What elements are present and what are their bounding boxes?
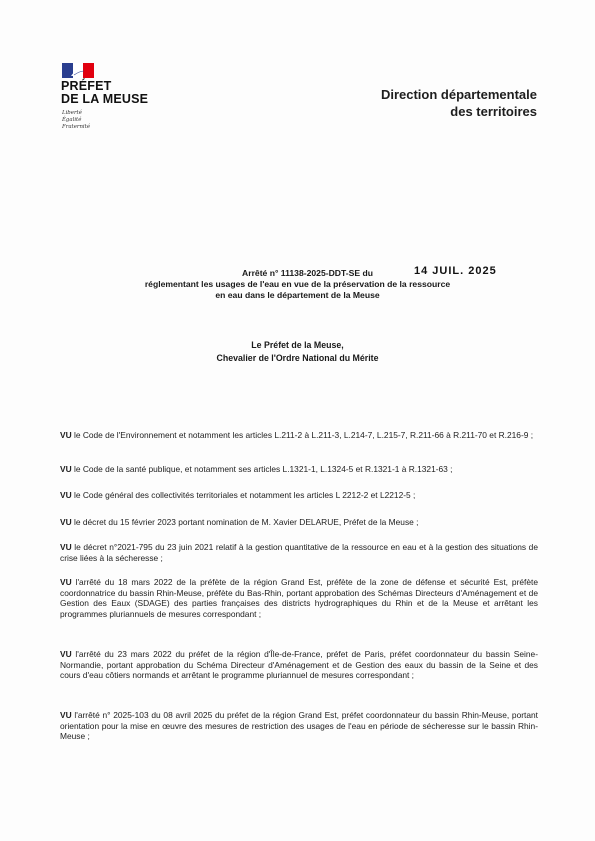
french-republic-flag-icon bbox=[62, 63, 94, 78]
issuing-direction bbox=[381, 86, 537, 120]
prefecture-name-line1: PRÉFET bbox=[61, 79, 112, 93]
visa-text: le Code de l'Environnement et notamment les articles L.211-2 à L.211-3, L.214-7, L.215-7, R.211-66 à R.211-70 et R.216-9 ; bbox=[73, 430, 534, 440]
visa-paragraph bbox=[60, 577, 538, 619]
visa-prefix: VU bbox=[60, 490, 72, 500]
visa-prefix: VU bbox=[60, 464, 72, 474]
visa-prefix: VU bbox=[60, 542, 72, 552]
arrete-number-line: Arrêté n° 11138-2025-DDT-SE du bbox=[242, 268, 373, 278]
visa-paragraph bbox=[60, 464, 538, 475]
visa-prefix: VU bbox=[60, 577, 72, 587]
direction-line2: des territoires bbox=[450, 104, 537, 119]
visa-prefix: VU bbox=[60, 710, 72, 720]
direction-line1: Direction départementale bbox=[380, 87, 537, 102]
date-stamp: 14 JUIL. 2025 bbox=[414, 265, 497, 277]
arrete-subject-line1: réglementant les usages de l'eau en vue de la préservation de la ressource bbox=[144, 279, 451, 289]
visa-text: l'arrêté du 18 mars 2022 de la préfète de la région Grand Est, préfète de la zone de défense et sécurité Est, préfète coordonnatrice du bassin Rhin-Meuse, préfète du Bas-Rhin, portant approbation des Schémas Directeurs d'Aménagement et de Gestion des Eaux (SDAGE) des parties françaises des districts hydrographiques du Rhin et de la Meuse et arrêtant les programmes pluriannuels de mesures correspondant ; bbox=[60, 577, 539, 619]
visa-paragraph bbox=[60, 517, 538, 528]
visa-paragraph bbox=[60, 710, 538, 742]
visa-prefix: VU bbox=[60, 430, 72, 440]
visa-text: le Code de la santé publique, et notamment ses articles L.1321-1, L.1324-5 et R.1321-1 à R.1321-63 ; bbox=[73, 464, 453, 474]
visa-paragraph bbox=[60, 430, 538, 441]
visa-paragraph bbox=[60, 649, 538, 681]
visa-prefix: VU bbox=[60, 517, 72, 527]
prefet-title-line1: Le Préfet de la Meuse, bbox=[251, 340, 344, 350]
motto-liberte: Liberté bbox=[62, 110, 82, 116]
prefecture-name-line2: DE LA MEUSE bbox=[61, 92, 149, 106]
visa-text: le décret du 15 février 2023 portant nomination de M. Xavier DELARUE, Préfet de la Meuse ; bbox=[73, 517, 419, 527]
visa-paragraph bbox=[60, 490, 538, 501]
motto-fraternite: Fraternité bbox=[62, 124, 91, 130]
visa-prefix: VU bbox=[60, 649, 72, 659]
prefet-title bbox=[150, 339, 445, 365]
visa-text: l'arrêté du 23 mars 2022 du préfet de la région d'Île-de-France, préfet de Paris, préfet coordonnateur du bassin Seine-Normandie, portant approbation du Schéma Directeur d'Aménagement et de Gestion des eaux du bassin de la Seine et des cours d'eau côtiers normands et arrêtant le programme pluriannuel de mesures correspondant ; bbox=[60, 649, 538, 681]
arrete-subject-line2: en eau dans le département de la Meuse bbox=[215, 290, 380, 300]
republic-motto bbox=[62, 110, 90, 131]
visa-text: l'arrêté n° 2025-103 du 08 avril 2025 du préfet de la région Grand Est, préfet coordonnateur du bassin Rhin-Meuse, portant orientation pour la mise en œuvre des mesures de restriction des usages de l'eau en période de sécheresse sur le bassin Rhin-Meuse ; bbox=[60, 710, 538, 742]
visa-text: le Code général des collectivités territoriales et notamment les articles L 2212-2 et L2212-5 ; bbox=[73, 490, 416, 500]
motto-egalite: Égalité bbox=[62, 117, 82, 123]
visa-paragraph bbox=[60, 542, 538, 563]
visa-text: le décret n°2021-795 du 23 juin 2021 relatif à la gestion quantitative de la ressource en eau et à la gestion des situations de crise liées à la sécheresse ; bbox=[60, 542, 538, 563]
prefecture-name bbox=[61, 80, 148, 106]
prefet-title-line2: Chevalier de l'Ordre National du Mérite bbox=[216, 353, 379, 363]
